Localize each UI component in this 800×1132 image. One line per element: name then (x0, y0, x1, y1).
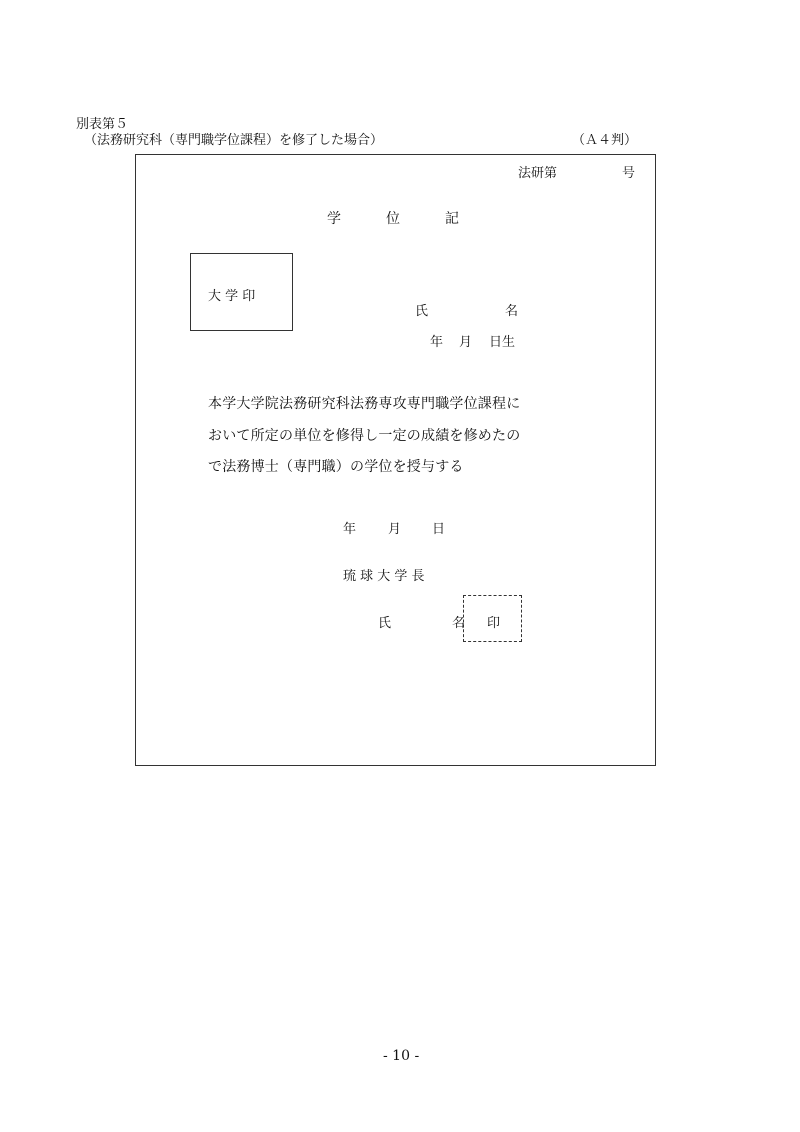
issuer-title: 琉 球 大 学 長 (343, 569, 425, 584)
case-note: （法務研究科（専門職学位課程）を修了した場合） (84, 133, 384, 148)
birth-year-label: 年 (430, 335, 444, 350)
certificate-title-char-3: 記 (445, 211, 459, 227)
issue-day-label: 日 (432, 522, 446, 537)
certificate-body-line-3: で法務博士（専門職）の学位を授与する (208, 459, 464, 475)
recipient-given-name-label: 名 (505, 304, 519, 319)
president-seal-label: 印 (487, 616, 501, 631)
certificate-number-prefix: 法研第 (518, 166, 558, 181)
birth-month-label: 月 (459, 335, 473, 350)
issue-month-label: 月 (388, 522, 402, 537)
issuer-surname-label: 氏 (378, 616, 392, 631)
certificate-title-char-2: 位 (386, 211, 400, 227)
page-number: - 10 - (383, 1048, 420, 1064)
university-seal-label: 大 学 印 (208, 289, 256, 304)
certificate-title-char-1: 学 (327, 211, 341, 227)
issue-year-label: 年 (343, 522, 357, 537)
recipient-surname-label: 氏 (415, 304, 429, 319)
issuer-given-name-label: 名 (452, 616, 466, 631)
certificate-body-line-1: 本学大学院法務研究科法務専攻専門職学位課程に (208, 396, 521, 412)
paper-size-note: （Ａ４判） (572, 133, 638, 148)
certificate-number-suffix: 号 (622, 166, 636, 181)
birth-day-label: 日生 (489, 335, 516, 350)
attachment-label: 別表第５ (76, 117, 129, 132)
certificate-body-line-2: おいて所定の単位を修得し一定の成績を修めたの (208, 428, 521, 444)
